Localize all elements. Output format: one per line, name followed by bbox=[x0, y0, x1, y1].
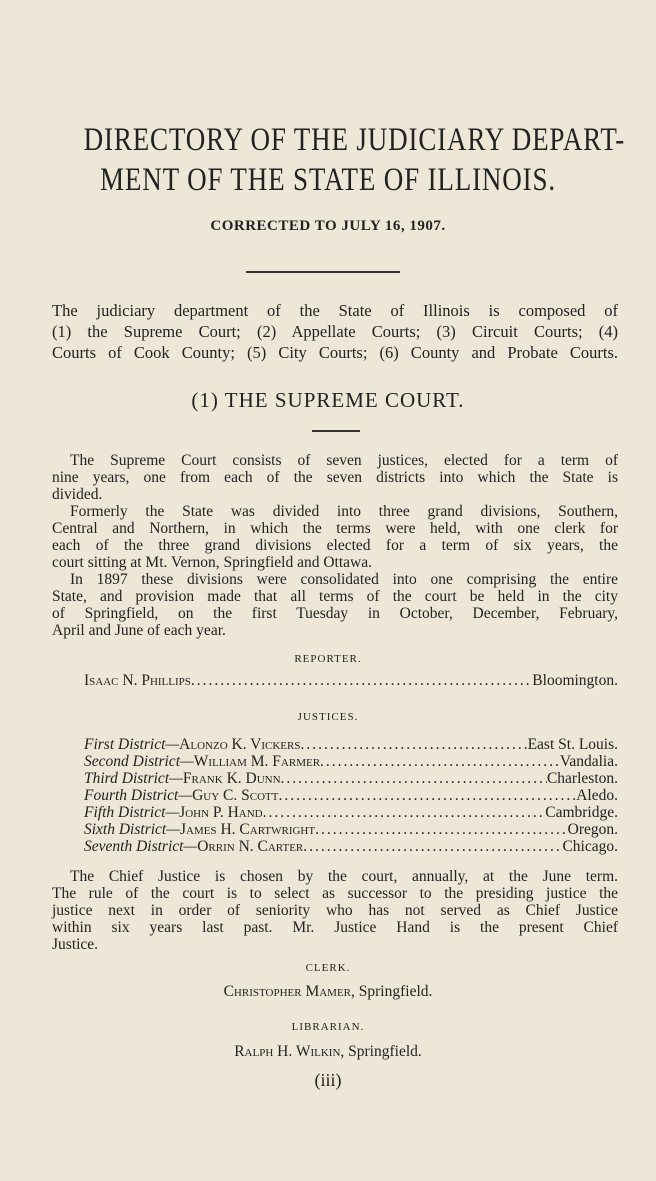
justice-place: Cambridge. bbox=[545, 804, 618, 821]
justice-name: Alonzo K. Vickers bbox=[179, 736, 301, 753]
district: Third District— bbox=[84, 770, 183, 787]
librarian-label: LIBRARIAN. bbox=[291, 1021, 365, 1033]
justice-place: Chicago. bbox=[562, 838, 618, 855]
leader-dots bbox=[303, 838, 562, 856]
clerk-place: , Springfield. bbox=[351, 983, 433, 1000]
reporter-place: Bloomington. bbox=[532, 672, 618, 689]
clerk-name: Christopher Mamer bbox=[223, 983, 352, 1000]
text-line: April and June of each year. bbox=[52, 622, 226, 639]
text-line: Justice. bbox=[52, 936, 99, 953]
text-line: The rule of the court is to select as successor to the presiding justice the bbox=[52, 885, 618, 902]
text-line: nine years, one from each of the seven districts into which the State is bbox=[52, 469, 618, 486]
justice-row bbox=[84, 753, 618, 771]
justice-place: Oregon. bbox=[567, 821, 618, 838]
district: Fifth District— bbox=[84, 804, 180, 821]
librarian-entry bbox=[0, 1043, 656, 1061]
clerk-entry bbox=[0, 983, 656, 1001]
district: First District— bbox=[84, 736, 180, 753]
corrected-date: CORRECTED TO JULY 16, 1907. bbox=[210, 218, 446, 234]
justice-place: Aledo. bbox=[576, 787, 618, 804]
leader-dots bbox=[301, 736, 528, 754]
leader-dots bbox=[278, 787, 576, 805]
text-line: within six years last past. Mr. Justice Hand is the present Chief bbox=[52, 919, 618, 936]
justice-row bbox=[84, 804, 618, 822]
district: Seventh District— bbox=[84, 838, 198, 855]
justice-name: Guy C. Scott bbox=[192, 787, 279, 804]
section-heading: (1) THE SUPREME COURT. bbox=[191, 388, 465, 412]
text-line: Central and Northern, in which the terms were held, with one clerk for bbox=[52, 520, 618, 537]
reporter-name: Isaac N. Phillips bbox=[84, 672, 191, 689]
justice-name: James H. Cartwright bbox=[180, 821, 316, 838]
chief-justice-paragraph bbox=[52, 868, 618, 953]
leader-dots bbox=[281, 770, 547, 788]
text-line: of Springfield, on the first Tuesday in October, December, February, bbox=[52, 605, 618, 622]
text-line: In 1897 these divisions were consolidated into one comprising the entire bbox=[70, 571, 618, 588]
justice-name: William M. Farmer bbox=[193, 753, 321, 770]
justice-place: Vandalia. bbox=[559, 753, 618, 770]
justice-name: John P. Hand bbox=[179, 804, 263, 821]
section-divider bbox=[312, 430, 360, 432]
justice-name: Orrin N. Carter bbox=[197, 838, 304, 855]
district: Fourth District— bbox=[84, 787, 193, 804]
justice-place: East St. Louis. bbox=[527, 736, 618, 753]
text-line: justice next in order of seniority who has not served as Chief Justice bbox=[52, 902, 618, 919]
justices-label: JUSTICES. bbox=[297, 711, 359, 723]
leader-dots bbox=[191, 672, 532, 690]
text-line: divided. bbox=[52, 486, 103, 503]
title-line-1: DIRECTORY OF THE JUDICIARY DEPART- bbox=[83, 122, 626, 158]
text-line: The Supreme Court consists of seven justices, elected for a term of bbox=[70, 452, 618, 469]
supreme-court-description bbox=[52, 452, 618, 639]
intro-line: Courts of Cook County; (5) City Courts; (6) County and Probate Courts. bbox=[52, 343, 618, 362]
leader-dots bbox=[315, 821, 568, 839]
justice-row bbox=[84, 787, 618, 805]
text-line: Formerly the State was divided into three grand divisions, Southern, bbox=[70, 503, 618, 520]
text-line: State, and provision made that all terms of the court be held in the city bbox=[52, 588, 618, 605]
intro-paragraph bbox=[52, 300, 618, 363]
page-number: (iii) bbox=[314, 1070, 342, 1090]
leader-dots bbox=[320, 753, 560, 771]
text-line: each of the three grand divisions elected for a term of six years, the bbox=[52, 537, 618, 554]
text-line: The Chief Justice is chosen by the court, annually, at the June term. bbox=[70, 868, 618, 885]
district: Second District— bbox=[84, 753, 194, 770]
district: Sixth District— bbox=[84, 821, 181, 838]
page-title bbox=[83, 120, 626, 200]
intro-line: (1) the Supreme Court; (2) Appellate Courts; (3) Circuit Courts; (4) bbox=[52, 322, 618, 341]
justice-name: Frank K. Dunn bbox=[182, 770, 281, 787]
justice-row bbox=[84, 821, 618, 839]
justice-row bbox=[84, 736, 618, 754]
title-divider bbox=[246, 271, 400, 273]
text-line: court sitting at Mt. Vernon, Springfield and Ottawa. bbox=[52, 554, 372, 571]
justice-place: Charleston. bbox=[546, 770, 618, 787]
librarian-name: Ralph H. Wilkin bbox=[234, 1043, 341, 1060]
clerk-label: CLERK. bbox=[305, 962, 351, 974]
reporter-row bbox=[84, 672, 618, 690]
leader-dots bbox=[263, 804, 546, 822]
intro-line: The judiciary department of the State of Illinois is composed of bbox=[52, 301, 618, 320]
reporter-label: REPORTER. bbox=[294, 653, 362, 665]
librarian-place: , Springfield. bbox=[340, 1043, 422, 1060]
justice-row bbox=[84, 838, 618, 856]
justice-row bbox=[84, 770, 618, 788]
title-line-2: MENT OF THE STATE OF ILLINOIS. bbox=[100, 162, 556, 198]
